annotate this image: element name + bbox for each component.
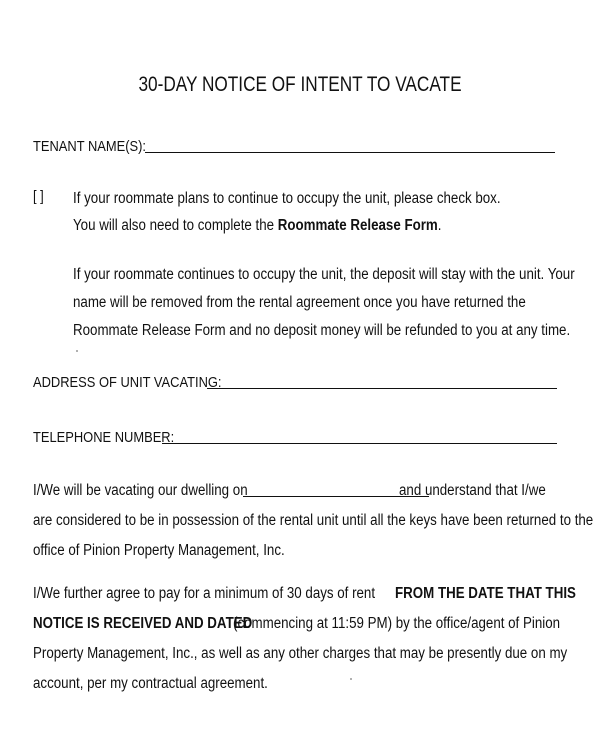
vacate-line-1: I/We will be vacating our dwelling on and understand that I/we xyxy=(33,482,546,499)
agree-line-4: account, per my contractual agreement. xyxy=(33,675,268,692)
vacate-line-3: office of Pinion Property Management, Inc. xyxy=(33,542,285,559)
roommate-line-2: You will also need to complete the Roommate Release Form. xyxy=(73,217,442,234)
deposit-line-3: Roommate Release Form and no deposit money will be refunded to you at any time. xyxy=(73,322,571,339)
deposit-line-2: name will be removed from the rental agreement once you have returned the xyxy=(73,294,526,311)
from-date-bold-text: FROM THE DATE THAT THIS xyxy=(395,585,576,602)
address-label: ADDRESS OF UNIT VACATING: xyxy=(33,374,222,391)
vacate-paragraph xyxy=(33,476,594,566)
tenant-name-line[interactable] xyxy=(145,152,555,153)
notice-received-bold-text: NOTICE IS RECEIVED AND DATED xyxy=(33,615,253,632)
document-title: 30-DAY NOTICE OF INTENT TO VACATE xyxy=(138,73,462,96)
scan-speck xyxy=(76,350,78,352)
address-line[interactable] xyxy=(207,388,557,389)
agree-line-2: NOTICE IS RECEIVED AND DATED (commencing at 11:59 PM) by the office/agent of Pinion xyxy=(33,609,558,639)
agree-line-3: Property Management, Inc., as well as any other charges that may be presently due on my xyxy=(33,645,568,662)
scan-speck xyxy=(350,678,352,680)
roommate-checkbox[interactable]: [ ] xyxy=(33,188,44,205)
vacate-line-2: are considered to be in possession of the rental unit until all the keys have been returned to the xyxy=(33,512,594,529)
tenant-name-label: TENANT NAME(S): xyxy=(33,138,147,155)
roommate-paragraph xyxy=(73,185,570,239)
roommate-release-form-text: Roommate Release Form xyxy=(277,217,438,234)
agree-line-1: I/We further agree to pay for a minimum of 30 days of rent FROM THE DATE THAT THIS xyxy=(33,579,558,609)
telephone-line[interactable] xyxy=(162,443,557,444)
telephone-label: TELEPHONE NUMBER: xyxy=(33,429,175,446)
agree-paragraph xyxy=(33,579,576,699)
deposit-line-1: If your roommate continues to occupy the unit, the deposit will stay with the unit. Your xyxy=(73,266,575,283)
deposit-paragraph xyxy=(73,261,600,345)
roommate-line-1: If your roommate plans to continue to occupy the unit, please check box. xyxy=(73,190,501,207)
